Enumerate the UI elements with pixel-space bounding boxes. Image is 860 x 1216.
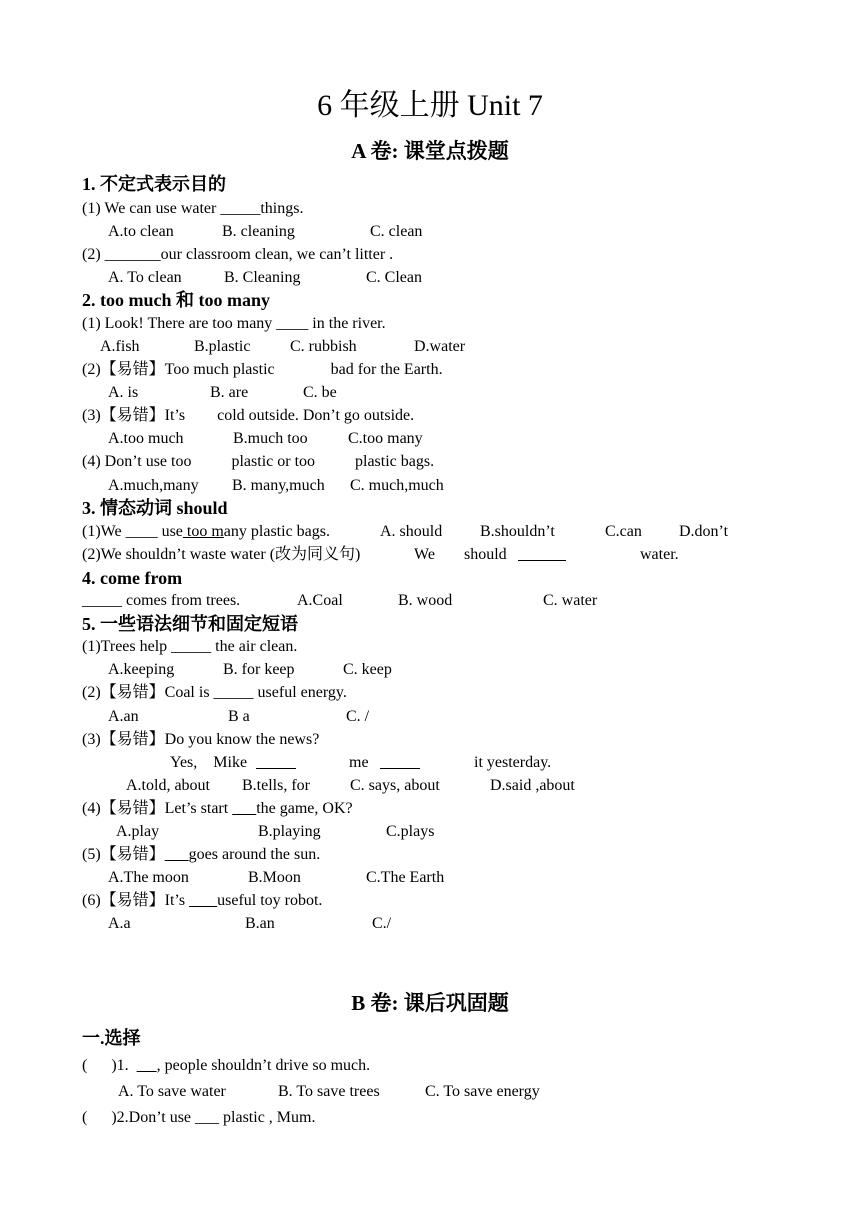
s1-q1-option-a: A.to clean xyxy=(108,223,174,240)
s2-question-4: (4) Don’t use too plastic or too plastic bags. xyxy=(82,453,435,470)
s3-q1-option-c: C.can xyxy=(605,523,642,540)
paper-b-heading: B 卷: 课后巩固题 xyxy=(351,991,509,1015)
s5-q1-option-b: B. for keep xyxy=(223,661,295,678)
s3-q1-text-end: any plastic bags. xyxy=(223,523,330,540)
b-question-2: ( )2.Don’t use ___ plastic , Mum. xyxy=(82,1109,316,1126)
s5-q1-option-a: A.keeping xyxy=(108,661,175,678)
s5-q3-option-c: C. says, about xyxy=(350,777,440,794)
s5-q1-option-c: C. keep xyxy=(343,661,392,678)
b-question-1 xyxy=(82,1056,370,1076)
s5-q2-option-a: A.an xyxy=(108,708,139,725)
s5-q5-option-a: A.The moon xyxy=(108,869,189,886)
s5-q3-option-a: A.told, about xyxy=(126,777,210,794)
s2-q1-option-b: B.plastic xyxy=(194,338,251,355)
s2-q3-option-a: A.too much xyxy=(108,430,184,447)
s5-q2-option-b: B a xyxy=(228,708,250,725)
s5-q4-text-end: the game, OK? xyxy=(256,800,353,817)
s3-q2-word-should: should xyxy=(464,546,507,563)
b-q1-text: , people shouldn’t drive so much. xyxy=(156,1057,371,1074)
b-section-1-heading: 一.选择 xyxy=(82,1028,141,1048)
s5-q6-option-c: C./ xyxy=(372,915,392,932)
s1-question-1: (1) We can use water _____things. xyxy=(82,200,304,217)
s4-question-1: _____ comes from trees. xyxy=(82,592,241,609)
b-q1-option-b: B. To save trees xyxy=(278,1083,380,1100)
section-5-heading: 5. 一些语法细节和固定短语 xyxy=(82,614,298,634)
page-title: 6 年级上册 Unit 7 xyxy=(317,89,543,122)
s5-q2-option-c: C. / xyxy=(346,708,370,725)
s2-q1-option-d: D.water xyxy=(414,338,466,355)
s5-q4-option-a: A.play xyxy=(116,823,160,840)
s5-question-2: (2)【易错】Coal is _____ useful energy. xyxy=(82,684,347,701)
s2-q2-option-b: B. are xyxy=(210,384,249,401)
s5-question-4 xyxy=(82,799,353,819)
s1-question-2: (2) _______our classroom clean, we can’t litter . xyxy=(82,246,394,263)
s5-question-1: (1)Trees help _____ the air clean. xyxy=(82,638,298,655)
s5-q6-text-start: (6)【易错】It’s xyxy=(82,892,186,909)
s2-q4-option-a: A.much,many xyxy=(108,477,199,494)
s2-q4-option-c: C. much,much xyxy=(350,477,444,494)
section-3-heading: 3. 情态动词 should xyxy=(82,498,228,518)
s5-q5-option-c: C.The Earth xyxy=(366,869,445,886)
s5-q3-reply-me: me xyxy=(349,754,369,771)
s3-q2-word-water: water. xyxy=(640,546,679,563)
s1-q1-option-b: B. cleaning xyxy=(222,223,295,240)
s5-q5-option-b: B.Moon xyxy=(248,869,301,886)
s5-q6-text-end: useful toy robot. xyxy=(217,892,323,909)
s5-q4-text-start: (4)【易错】Let’s start xyxy=(82,800,229,817)
s3-question-1 xyxy=(82,522,330,542)
s5-q5-text-end: goes around the sun. xyxy=(188,846,321,863)
s1-q2-option-c: C. Clean xyxy=(366,269,422,286)
b-q1-answer-bracket[interactable]: ( )1. xyxy=(82,1057,129,1074)
s2-q3-option-b: B.much too xyxy=(233,430,308,447)
s5-q3-reply-start: Yes, Mike xyxy=(170,754,248,771)
s5-q3-option-b: B.tells, for xyxy=(242,777,310,794)
paper-a-heading: A 卷: 课堂点拨题 xyxy=(351,139,509,163)
b-q1-option-c: C. To save energy xyxy=(425,1083,540,1100)
s3-q1-option-b: B.shouldn’t xyxy=(480,523,555,540)
s3-q1-option-d: D.don’t xyxy=(679,523,729,540)
s2-question-1: (1) Look! There are too many ____ in the river. xyxy=(82,315,386,332)
s2-q4-option-b: B. many,much xyxy=(232,477,325,494)
s2-q2-option-c: C. be xyxy=(303,384,337,401)
s5-question-3: (3)【易错】Do you know the news? xyxy=(82,731,320,748)
s5-question-5 xyxy=(82,845,320,865)
section-4-heading: 4. come from xyxy=(82,568,183,588)
s5-q6-option-b: B.an xyxy=(245,915,275,932)
s2-q3-option-c: C.too many xyxy=(348,430,423,447)
s1-q2-option-a: A. To clean xyxy=(108,269,182,286)
s5-question-6 xyxy=(82,891,322,911)
s5-q4-option-c: C.plays xyxy=(386,823,435,840)
s5-q3-answer-blank-2[interactable] xyxy=(380,753,420,773)
s2-question-2: (2)【易错】Too much plastic bad for the Earth. xyxy=(82,361,443,378)
s3-q1-text-start: (1)We ____ use xyxy=(82,523,183,540)
s3-question-2: (2)We shouldn’t waste water (改为同义句) xyxy=(82,546,361,563)
s3-q2-word-we: We xyxy=(414,546,435,563)
s3-q1-underlined-text: too m xyxy=(182,523,224,540)
s5-q6-option-a: A.a xyxy=(108,915,131,932)
s5-q3-reply-end: it yesterday. xyxy=(474,754,552,771)
s4-q1-option-a: A.Coal xyxy=(297,592,343,609)
s2-q1-option-a: A.fish xyxy=(100,338,140,355)
s3-q2-answer-blank[interactable] xyxy=(518,545,566,565)
b-q1-answer-blank[interactable] xyxy=(137,1057,157,1074)
s5-q6-answer-blank[interactable] xyxy=(189,892,217,909)
s5-q3-answer-blank-1[interactable] xyxy=(256,753,296,773)
section-1-heading: 1. 不定式表示目的 xyxy=(82,174,226,194)
section-2-heading: 2. too much 和 too many xyxy=(82,290,270,310)
s4-q1-option-b: B. wood xyxy=(398,592,453,609)
s4-q1-option-c: C. water xyxy=(543,592,598,609)
s2-q2-option-a: A. is xyxy=(108,384,139,401)
s1-q1-option-c: C. clean xyxy=(370,223,423,240)
s3-q1-option-a: A. should xyxy=(380,523,443,540)
b-q1-option-a: A. To save water xyxy=(118,1083,226,1100)
s5-q5-text-start: (5)【易错】 xyxy=(82,846,165,863)
s5-q4-answer-blank[interactable] xyxy=(232,800,256,817)
s2-question-3: (3)【易错】It’s cold outside. Don’t go outside. xyxy=(82,407,415,424)
s5-q3-option-d: D.said ,about xyxy=(490,777,575,794)
s5-q5-answer-blank[interactable] xyxy=(165,846,189,863)
s1-q2-option-b: B. Cleaning xyxy=(224,269,301,286)
s5-q4-option-b: B.playing xyxy=(258,823,321,840)
s2-q1-option-c: C. rubbish xyxy=(290,338,357,355)
